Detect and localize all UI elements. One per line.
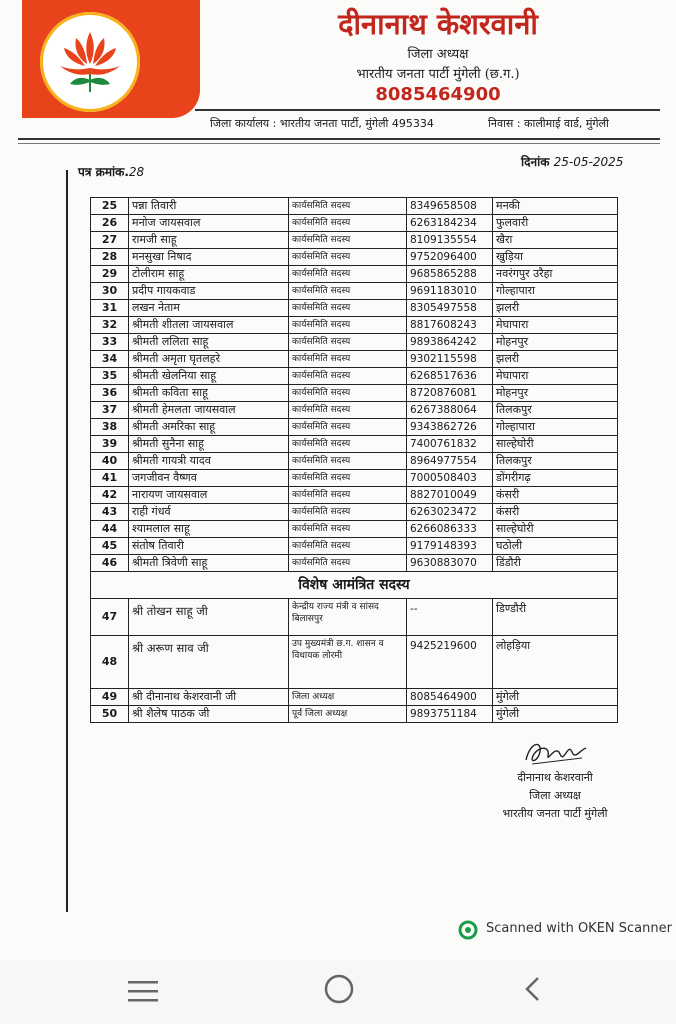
cell-name: संतोष तिवारी bbox=[129, 538, 289, 555]
cell-place: खैरा bbox=[493, 232, 618, 249]
members-table-body bbox=[91, 198, 618, 723]
cell-phone: 9685865288 bbox=[407, 266, 493, 283]
cell-role: कार्यसमिति सदस्य bbox=[289, 351, 407, 368]
letterhead-role: जिला अध्यक्ष bbox=[407, 47, 469, 62]
cell-no: 47 bbox=[91, 599, 129, 636]
section-header-row bbox=[91, 572, 618, 599]
table-row bbox=[91, 368, 618, 385]
cell-name: पन्ना तिवारी bbox=[129, 198, 289, 215]
back-icon[interactable] bbox=[520, 972, 546, 1006]
letter-number-value: 28 bbox=[128, 165, 145, 179]
cell-no: 26 bbox=[91, 215, 129, 232]
cell-name: श्री शैलेष पाठक जी bbox=[129, 706, 289, 723]
signature-mark bbox=[520, 736, 590, 770]
cell-place: लोहड़िया bbox=[493, 636, 618, 689]
table-row bbox=[91, 232, 618, 249]
cell-place: मोहनपुर bbox=[493, 334, 618, 351]
table-row bbox=[91, 215, 618, 232]
cell-no: 48 bbox=[91, 636, 129, 689]
cell-role: कार्यसमिति सदस्य bbox=[289, 538, 407, 555]
cell-name: मनोज जायसवाल bbox=[129, 215, 289, 232]
table-row bbox=[91, 351, 618, 368]
letter-number bbox=[78, 163, 144, 180]
table-row bbox=[91, 521, 618, 538]
cell-name: श्रीमती ललिता साहू bbox=[129, 334, 289, 351]
home-icon[interactable] bbox=[322, 972, 356, 1006]
cell-no: 46 bbox=[91, 555, 129, 572]
table-row bbox=[91, 283, 618, 300]
cell-no: 25 bbox=[91, 198, 129, 215]
cell-role: जिला अध्यक्ष bbox=[289, 689, 407, 706]
table-row bbox=[91, 334, 618, 351]
cell-place: मेघापारा bbox=[493, 317, 618, 334]
cell-no: 34 bbox=[91, 351, 129, 368]
cell-place: कंसरी bbox=[493, 487, 618, 504]
cell-name: टोलीराम साहू bbox=[129, 266, 289, 283]
table-row bbox=[91, 487, 618, 504]
cell-role: कार्यसमिति सदस्य bbox=[289, 521, 407, 538]
table-row bbox=[91, 470, 618, 487]
cell-role: कार्यसमिति सदस्य bbox=[289, 436, 407, 453]
table-row bbox=[91, 300, 618, 317]
table-row bbox=[91, 538, 618, 555]
bjp-lotus-icon bbox=[52, 24, 128, 100]
cell-role: कार्यसमिति सदस्य bbox=[289, 266, 407, 283]
cell-phone: 9302115598 bbox=[407, 351, 493, 368]
cell-phone: 8085464900 bbox=[407, 689, 493, 706]
cell-place: मनकी bbox=[493, 198, 618, 215]
cell-role: कार्यसमिति सदस्य bbox=[289, 198, 407, 215]
table-row bbox=[91, 636, 618, 689]
cell-place: गोल्हापारा bbox=[493, 283, 618, 300]
table-row bbox=[91, 689, 618, 706]
signatory-party: भारतीय जनता पार्टी मुंगेली bbox=[502, 807, 608, 820]
menu-icon[interactable] bbox=[126, 976, 160, 1006]
cell-phone: 9179148393 bbox=[407, 538, 493, 555]
cell-phone: 9630883070 bbox=[407, 555, 493, 572]
cell-phone: 9752096400 bbox=[407, 249, 493, 266]
cell-name: प्रदीप गायकवाड bbox=[129, 283, 289, 300]
cell-name: श्री तोखन साहू जी bbox=[129, 599, 289, 636]
office-address: जिला कार्यालय : भारतीय जनता पार्टी, मुंगेली 495334 bbox=[210, 117, 434, 130]
cell-name: मनसुखा निषाद bbox=[129, 249, 289, 266]
cell-phone: 7400761832 bbox=[407, 436, 493, 453]
cell-role: कार्यसमिति सदस्य bbox=[289, 555, 407, 572]
cell-place: घठोली bbox=[493, 538, 618, 555]
letterhead-phone: 8085464900 bbox=[375, 84, 501, 105]
cell-phone: 9893864242 bbox=[407, 334, 493, 351]
cell-no: 37 bbox=[91, 402, 129, 419]
cell-phone: 8109135554 bbox=[407, 232, 493, 249]
cell-phone: 6268517636 bbox=[407, 368, 493, 385]
cell-name: श्रीमती खेलनिया साहू bbox=[129, 368, 289, 385]
cell-role: कार्यसमिति सदस्य bbox=[289, 504, 407, 521]
cell-phone: 9343862726 bbox=[407, 419, 493, 436]
members-table bbox=[90, 197, 618, 723]
left-margin-line bbox=[66, 170, 68, 912]
cell-phone: 6266086333 bbox=[407, 521, 493, 538]
cell-place: झलरी bbox=[493, 351, 618, 368]
cell-role: कार्यसमिति सदस्य bbox=[289, 470, 407, 487]
cell-place: मुंगेली bbox=[493, 706, 618, 723]
cell-place: मोहनपुर bbox=[493, 385, 618, 402]
table-row bbox=[91, 599, 618, 636]
header-rule bbox=[195, 109, 660, 111]
cell-no: 28 bbox=[91, 249, 129, 266]
cell-no: 32 bbox=[91, 317, 129, 334]
cell-name: श्यामलाल साहू bbox=[129, 521, 289, 538]
cell-role: कार्यसमिति सदस्य bbox=[289, 402, 407, 419]
cell-name: नारायण जायसवाल bbox=[129, 487, 289, 504]
cell-no: 36 bbox=[91, 385, 129, 402]
cell-phone: 8817608243 bbox=[407, 317, 493, 334]
cell-phone: 6267388064 bbox=[407, 402, 493, 419]
cell-role: कार्यसमिति सदस्य bbox=[289, 249, 407, 266]
cell-name: श्रीमती गायत्री यादव bbox=[129, 453, 289, 470]
cell-phone: 8720876081 bbox=[407, 385, 493, 402]
cell-phone: 8827010049 bbox=[407, 487, 493, 504]
cell-place: गोल्हापारा bbox=[493, 419, 618, 436]
header-rule-double bbox=[18, 138, 660, 140]
cell-name: श्रीमती अमृता घृतलहरे bbox=[129, 351, 289, 368]
cell-place: साल्हेघोरी bbox=[493, 436, 618, 453]
cell-place: फुलवारी bbox=[493, 215, 618, 232]
cell-no: 30 bbox=[91, 283, 129, 300]
cell-role: केन्द्रीय राज्य मंत्री व सांसद बिलासपुर bbox=[289, 599, 407, 636]
cell-place: तिलकपुर bbox=[493, 402, 618, 419]
cell-phone: 7000508403 bbox=[407, 470, 493, 487]
cell-name: श्रीमती सुनैना साहू bbox=[129, 436, 289, 453]
header-rule-thin bbox=[18, 143, 660, 144]
cell-name: राही गंधर्व bbox=[129, 504, 289, 521]
letter-number-label: पत्र क्रमांक. bbox=[78, 165, 129, 179]
cell-phone: 6263184234 bbox=[407, 215, 493, 232]
cell-role: कार्यसमिति सदस्य bbox=[289, 419, 407, 436]
cell-no: 35 bbox=[91, 368, 129, 385]
cell-place: खुड़िया bbox=[493, 249, 618, 266]
cell-phone: 9691183010 bbox=[407, 283, 493, 300]
letter-date-value: 25-05-2025 bbox=[553, 155, 624, 169]
cell-no: 33 bbox=[91, 334, 129, 351]
letter-date bbox=[521, 153, 623, 170]
cell-no: 29 bbox=[91, 266, 129, 283]
table-row bbox=[91, 385, 618, 402]
cell-phone: 6263023472 bbox=[407, 504, 493, 521]
cell-no: 42 bbox=[91, 487, 129, 504]
cell-no: 38 bbox=[91, 419, 129, 436]
cell-phone: 9893751184 bbox=[407, 706, 493, 723]
cell-phone: 8349658508 bbox=[407, 198, 493, 215]
cell-role: कार्यसमिति सदस्य bbox=[289, 283, 407, 300]
cell-name: लखन नेताम bbox=[129, 300, 289, 317]
cell-role: कार्यसमिति सदस्य bbox=[289, 453, 407, 470]
oken-scanner-icon bbox=[458, 920, 478, 940]
cell-place: डोंगरीगढ़ bbox=[493, 470, 618, 487]
cell-phone: 8964977554 bbox=[407, 453, 493, 470]
cell-place: तिलकपुर bbox=[493, 453, 618, 470]
table-row bbox=[91, 706, 618, 723]
cell-name: जगजीवन वैष्णव bbox=[129, 470, 289, 487]
cell-role: कार्यसमिति सदस्य bbox=[289, 215, 407, 232]
cell-name: श्रीमती त्रिवेणी साहू bbox=[129, 555, 289, 572]
cell-role: कार्यसमिति सदस्य bbox=[289, 300, 407, 317]
table-row bbox=[91, 436, 618, 453]
cell-place: डिंडौरी bbox=[493, 555, 618, 572]
cell-no: 27 bbox=[91, 232, 129, 249]
cell-phone: 9425219600 bbox=[407, 636, 493, 689]
table-row bbox=[91, 555, 618, 572]
cell-place: झलरी bbox=[493, 300, 618, 317]
table-row bbox=[91, 504, 618, 521]
cell-no: 45 bbox=[91, 538, 129, 555]
letterhead-party: भारतीय जनता पार्टी मुंगेली (छ.ग.) bbox=[356, 67, 520, 82]
table-row bbox=[91, 266, 618, 283]
scanner-watermark: Scanned with OKEN Scanner bbox=[486, 921, 672, 936]
cell-phone: -- bbox=[407, 599, 493, 636]
cell-no: 43 bbox=[91, 504, 129, 521]
cell-place: मेघापारा bbox=[493, 368, 618, 385]
cell-name: श्री अरूण साव जी bbox=[129, 636, 289, 689]
cell-place: साल्हेघोरी bbox=[493, 521, 618, 538]
table-row bbox=[91, 453, 618, 470]
cell-role: पूर्व जिला अध्यक्ष bbox=[289, 706, 407, 723]
cell-role: कार्यसमिति सदस्य bbox=[289, 385, 407, 402]
cell-place: कंसरी bbox=[493, 504, 618, 521]
residence-address: निवास : कालीमाई वार्ड, मुंगेली bbox=[488, 117, 609, 130]
signatory-name: दीनानाथ केशरवानी bbox=[517, 771, 593, 784]
letter-date-label: दिनांक bbox=[521, 155, 550, 169]
special-section-title: विशेष आमंत्रित सदस्य bbox=[91, 572, 618, 599]
cell-no: 41 bbox=[91, 470, 129, 487]
table-row bbox=[91, 419, 618, 436]
cell-place: मुंगेली bbox=[493, 689, 618, 706]
table-row bbox=[91, 198, 618, 215]
cell-no: 39 bbox=[91, 436, 129, 453]
cell-no: 44 bbox=[91, 521, 129, 538]
cell-role: कार्यसमिति सदस्य bbox=[289, 368, 407, 385]
cell-no: 31 bbox=[91, 300, 129, 317]
letterhead-name: दीनानाथ केशरवानी bbox=[338, 7, 538, 41]
cell-no: 50 bbox=[91, 706, 129, 723]
cell-name: श्रीमती हेमलता जायसवाल bbox=[129, 402, 289, 419]
cell-name: श्रीमती कविता साहू bbox=[129, 385, 289, 402]
cell-place: नवरंगपुर उरैहा bbox=[493, 266, 618, 283]
table-row bbox=[91, 249, 618, 266]
cell-role: कार्यसमिति सदस्य bbox=[289, 317, 407, 334]
cell-name: श्रीमती अमरिका साहू bbox=[129, 419, 289, 436]
table-row bbox=[91, 317, 618, 334]
cell-role: कार्यसमिति सदस्य bbox=[289, 232, 407, 249]
cell-role: कार्यसमिति सदस्य bbox=[289, 487, 407, 504]
cell-no: 49 bbox=[91, 689, 129, 706]
cell-role: उप मुख्यमंत्री छ.ग. शासन व विधायक लोरमी bbox=[289, 636, 407, 689]
cell-no: 40 bbox=[91, 453, 129, 470]
cell-role: कार्यसमिति सदस्य bbox=[289, 334, 407, 351]
table-row bbox=[91, 402, 618, 419]
signatory-role: जिला अध्यक्ष bbox=[529, 789, 581, 802]
cell-phone: 8305497558 bbox=[407, 300, 493, 317]
cell-name: श्रीमती शीतला जायसवाल bbox=[129, 317, 289, 334]
cell-place: डिण्डौरी bbox=[493, 599, 618, 636]
cell-name: श्री दीनानाथ केशरवानी जी bbox=[129, 689, 289, 706]
cell-name: रामजी साहू bbox=[129, 232, 289, 249]
